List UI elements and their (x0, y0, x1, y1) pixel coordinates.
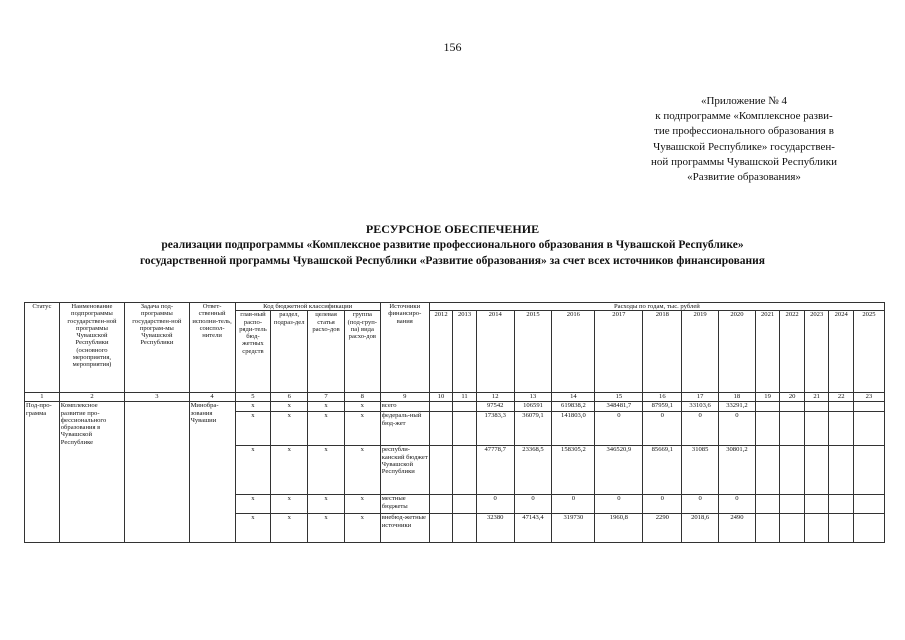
value-cell: 346520,9 (595, 446, 643, 495)
column-number: 15 (595, 393, 643, 402)
column-number: 14 (552, 393, 595, 402)
header-year: 2015 (514, 311, 552, 393)
header-budget-code: Код бюджетной классификации (235, 303, 380, 311)
code-cell: x (308, 446, 345, 495)
value-cell: 0 (643, 495, 682, 514)
code-cell: x (271, 402, 308, 412)
value-cell (453, 446, 477, 495)
column-number: 16 (643, 393, 682, 402)
header-code-col: раздел, подраз-дел (271, 311, 308, 393)
code-cell: x (344, 495, 380, 514)
header-year: 2013 (453, 311, 477, 393)
column-number: 12 (476, 393, 514, 402)
value-cell (853, 412, 884, 446)
value-cell (853, 402, 884, 412)
header-year: 2012 (429, 311, 453, 393)
column-number: 22 (829, 393, 854, 402)
header-expenses: Расходы по годам, тыс. рублей (429, 303, 884, 311)
value-cell: 36079,1 (514, 412, 552, 446)
source-cell: местные бюджеты (380, 495, 429, 514)
code-cell: x (271, 446, 308, 495)
column-number: 6 (271, 393, 308, 402)
column-number: 10 (429, 393, 453, 402)
value-cell (755, 402, 780, 412)
value-cell (429, 446, 453, 495)
header-code-col: целевая статья расхо-дов (308, 311, 345, 393)
value-cell (853, 495, 884, 514)
value-cell (804, 402, 829, 412)
value-cell: 158305,2 (552, 446, 595, 495)
value-cell: 2018,6 (682, 514, 719, 543)
value-cell (804, 412, 829, 446)
appendix-line: к подпрограмме «Комплексное разви- (655, 110, 833, 123)
header-task: Задача под-программы государствен-ной програм-мы Чувашской Республики (125, 303, 189, 393)
column-number: 9 (380, 393, 429, 402)
code-cell: x (271, 514, 308, 543)
column-number: 13 (514, 393, 552, 402)
header-year: 2018 (643, 311, 682, 393)
source-cell: внебюд-жетные источники (380, 514, 429, 543)
value-cell (755, 446, 780, 495)
value-cell: 17383,3 (476, 412, 514, 446)
value-cell (804, 514, 829, 543)
value-cell: 32380 (476, 514, 514, 543)
code-cell: x (308, 514, 345, 543)
appendix-note (628, 94, 860, 185)
value-cell (429, 495, 453, 514)
code-cell: x (235, 514, 271, 543)
value-cell: 87959,1 (643, 402, 682, 412)
title-line-1: РЕСУРСНОЕ ОБЕСПЕЧЕНИЕ (365, 222, 540, 236)
header-name: Наименование подпрограммы государствен-ной программы Чувашской Республики (основного мероприятия, мероприятия) (59, 303, 124, 393)
value-cell (429, 412, 453, 446)
appendix-line: Чувашской Республике» государствен- (653, 140, 835, 153)
source-cell: республи-канский бюджет Чувашской Республики (380, 446, 429, 495)
value-cell: 0 (595, 412, 643, 446)
value-cell (780, 412, 805, 446)
value-cell: 0 (514, 495, 552, 514)
value-cell: 97542 (476, 402, 514, 412)
code-cell: x (308, 402, 345, 412)
value-cell (829, 446, 854, 495)
value-cell: 33103,6 (682, 402, 719, 412)
document-title (0, 222, 905, 269)
value-cell: 31085 (682, 446, 719, 495)
header-year: 2014 (476, 311, 514, 393)
source-cell: федераль-ный бюд-жет (380, 412, 429, 446)
resource-table (24, 302, 885, 543)
value-cell (453, 514, 477, 543)
value-cell (829, 495, 854, 514)
header-year: 2024 (829, 311, 854, 393)
code-cell: x (344, 514, 380, 543)
header-year: 2023 (804, 311, 829, 393)
value-cell (804, 495, 829, 514)
column-number: 5 (235, 393, 271, 402)
header-source: Источники финансиро-вания (380, 303, 429, 393)
value-cell: 23368,5 (514, 446, 552, 495)
value-cell (829, 412, 854, 446)
header-code-col: глав-ный распо-ряди-тель бюд-жетных средств (235, 311, 271, 393)
header-year: 2019 (682, 311, 719, 393)
column-number: 1 (25, 393, 60, 402)
value-cell: 348481,7 (595, 402, 643, 412)
value-cell: 1960,8 (595, 514, 643, 543)
code-cell: x (308, 495, 345, 514)
value-cell: 30801,2 (719, 446, 756, 495)
value-cell: 0 (643, 412, 682, 446)
header-responsible: Ответ-ственный исполни-тель, соиспол-нители (189, 303, 235, 393)
responsible-cell: Минобра-зования Чувашии (189, 402, 235, 543)
code-cell: x (344, 402, 380, 412)
value-cell: 47778,7 (476, 446, 514, 495)
value-cell: 619838,2 (552, 402, 595, 412)
header-year: 2021 (755, 311, 780, 393)
status-cell: Под-про-грамма (25, 402, 60, 543)
code-cell: x (271, 495, 308, 514)
value-cell: 141803,0 (552, 412, 595, 446)
title-line-3: государственной программы Чувашской Республики «Развитие образования» за счет всех источников финансирования (140, 255, 765, 267)
header-year: 2017 (595, 311, 643, 393)
header-row (25, 303, 885, 311)
code-cell: x (235, 495, 271, 514)
code-cell: x (235, 446, 271, 495)
header-year: 2020 (719, 311, 756, 393)
column-number: 21 (804, 393, 829, 402)
column-number: 11 (453, 393, 477, 402)
column-number: 18 (719, 393, 756, 402)
header-year: 2025 (853, 311, 884, 393)
column-number: 20 (780, 393, 805, 402)
header-year: 2022 (780, 311, 805, 393)
value-cell (853, 514, 884, 543)
task-cell (125, 402, 189, 543)
column-number: 17 (682, 393, 719, 402)
source-cell: всего (380, 402, 429, 412)
value-cell: 0 (682, 412, 719, 446)
value-cell (755, 412, 780, 446)
column-number: 2 (59, 393, 124, 402)
header-code-col: группа (под-груп-па) вида расхо-дов (344, 311, 380, 393)
value-cell (829, 402, 854, 412)
value-cell (780, 446, 805, 495)
value-cell: 85669,1 (643, 446, 682, 495)
column-number: 3 (125, 393, 189, 402)
value-cell (829, 514, 854, 543)
code-cell: x (344, 446, 380, 495)
value-cell (853, 446, 884, 495)
value-cell: 0 (719, 412, 756, 446)
value-cell: 2290 (643, 514, 682, 543)
column-number: 4 (189, 393, 235, 402)
code-cell: x (271, 412, 308, 446)
value-cell (780, 495, 805, 514)
value-cell (780, 514, 805, 543)
value-cell (453, 495, 477, 514)
code-cell: x (235, 402, 271, 412)
code-cell: x (308, 412, 345, 446)
page-number: 156 (443, 40, 462, 54)
value-cell: 106591 (514, 402, 552, 412)
appendix-line: «Приложение № 4 (700, 95, 788, 107)
value-cell (429, 402, 453, 412)
value-cell (755, 495, 780, 514)
value-cell: 0 (682, 495, 719, 514)
value-cell: 319730 (552, 514, 595, 543)
value-cell (453, 402, 477, 412)
title-line-2: реализации подпрограммы «Комплексное развитие профессионального образования в Чувашской Республике» (161, 239, 744, 251)
value-cell (780, 402, 805, 412)
value-cell (755, 514, 780, 543)
value-cell: 2490 (719, 514, 756, 543)
name-cell: Комплексное развитие про-фессионального образования в Чувашской Республике (59, 402, 124, 543)
value-cell (429, 514, 453, 543)
column-number: 23 (853, 393, 884, 402)
appendix-line: тие профессионального образования в (654, 125, 834, 138)
value-cell: 0 (595, 495, 643, 514)
code-cell: x (344, 412, 380, 446)
table-row (25, 402, 885, 412)
column-number: 7 (308, 393, 345, 402)
value-cell: 0 (552, 495, 595, 514)
column-number: 8 (344, 393, 380, 402)
header-year: 2016 (552, 311, 595, 393)
value-cell: 0 (476, 495, 514, 514)
header-status: Статус (25, 303, 60, 393)
value-cell: 33291,2 (719, 402, 756, 412)
appendix-line: ной программы Чувашской Республики (651, 155, 837, 168)
appendix-line: «Развитие образования» (687, 171, 801, 184)
code-cell: x (235, 412, 271, 446)
value-cell: 47143,4 (514, 514, 552, 543)
value-cell: 0 (719, 495, 756, 514)
column-number: 19 (755, 393, 780, 402)
value-cell (804, 446, 829, 495)
column-number-row (25, 393, 885, 402)
value-cell (453, 412, 477, 446)
